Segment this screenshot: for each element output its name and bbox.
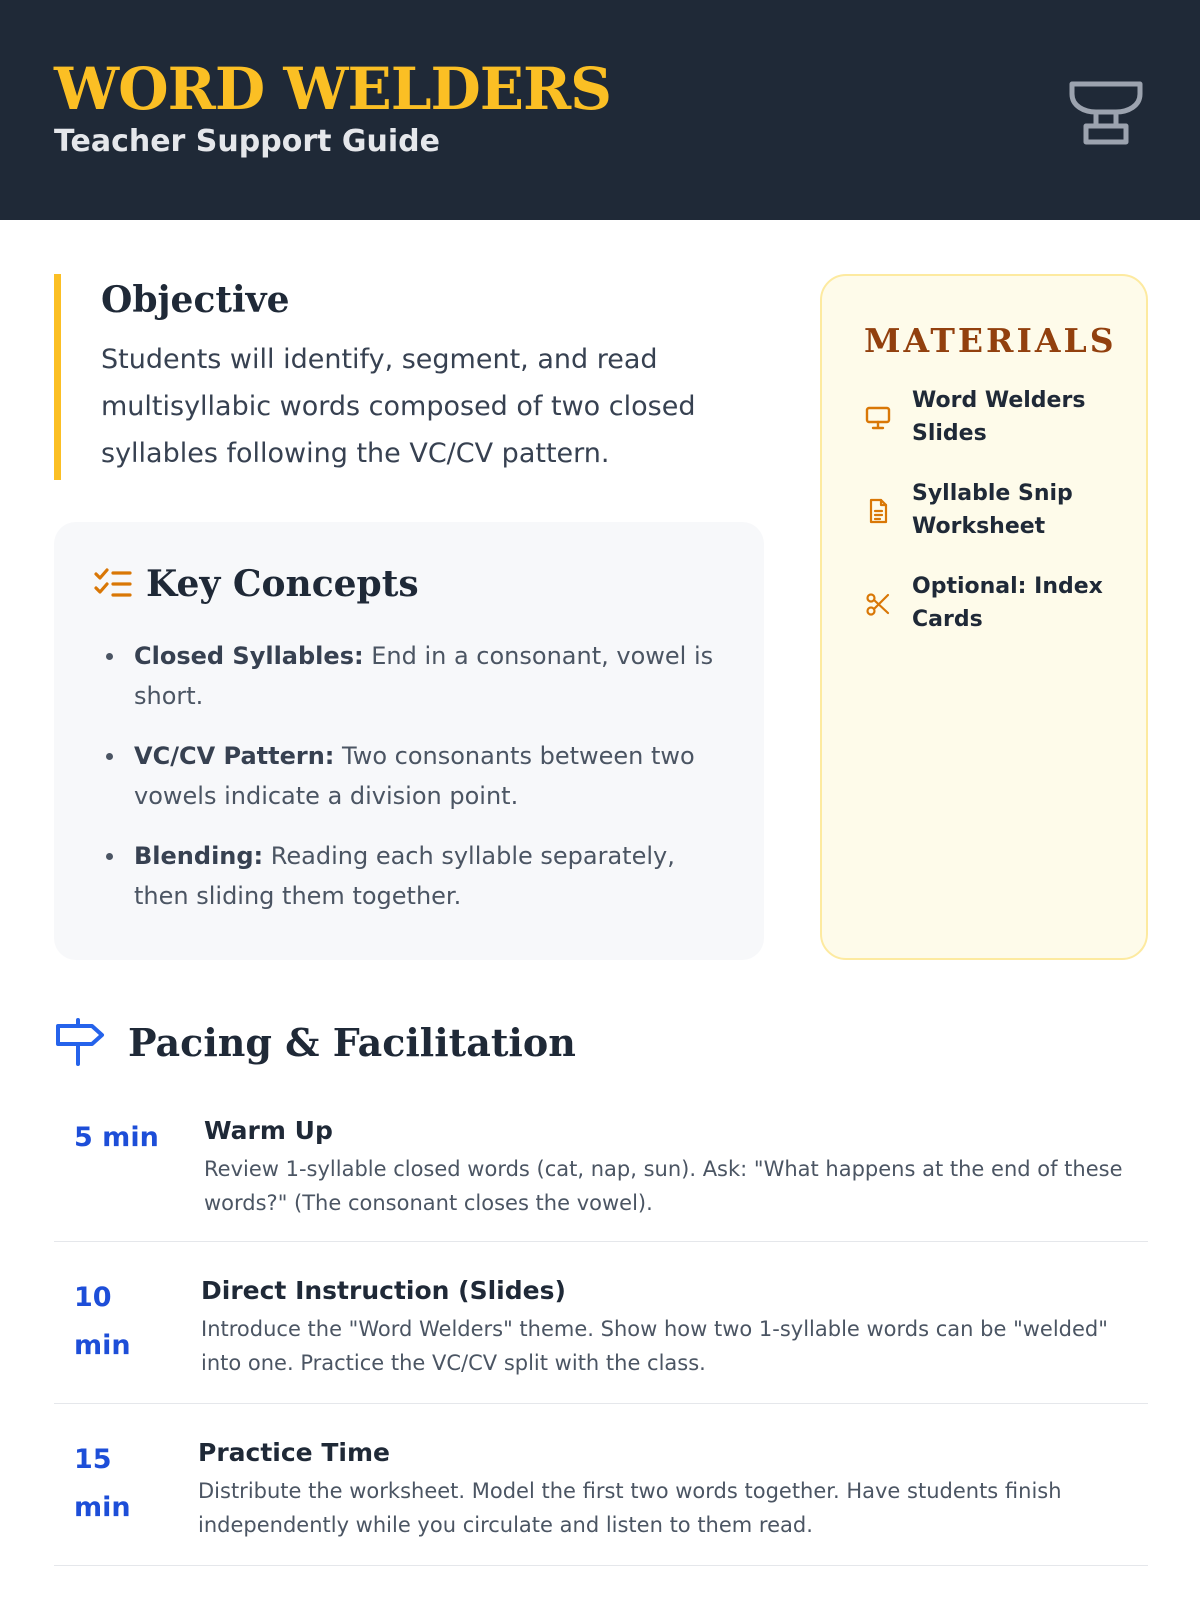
list-item: [94, 836, 724, 916]
header-banner: [0, 0, 1200, 220]
step-time: 15 min: [74, 1444, 131, 1523]
document-icon: [864, 497, 892, 525]
checklist-icon: [94, 567, 132, 601]
monitor-icon: [864, 404, 892, 432]
materials-heading: MATERIALS: [864, 321, 1117, 360]
materials-card: [820, 274, 1148, 960]
page-subtitle: Teacher Support Guide: [54, 124, 440, 159]
step-description: Distribute the worksheet. Model the first two words together. Have students finish independently while you circulate and listen to them read.: [198, 1479, 1062, 1537]
concept-text: End in a consonant, vowel is short.: [134, 642, 714, 710]
step-title: Direct Instruction (Slides): [201, 1276, 566, 1305]
step-time: 5 min: [74, 1122, 159, 1153]
concept-term: VC/CV Pattern:: [134, 742, 335, 770]
step-title: Warm Up: [204, 1116, 333, 1145]
step-description: Introduce the "Word Welders" theme. Show how two 1-syllable words can be "welded" into one. Practice the VC/CV split with the class.: [201, 1317, 1108, 1375]
concept-text: Reading each syllable separately, then sliding them together.: [134, 842, 675, 910]
list-item: [94, 736, 724, 816]
materials-item-label: Optional: Index Cards: [912, 574, 1103, 632]
concept-term: Closed Syllables:: [134, 642, 364, 670]
step-title: Practice Time: [198, 1438, 390, 1467]
concept-term: Blending:: [134, 842, 264, 870]
table-row: [54, 1272, 1148, 1404]
page-title: WORD WELDERS: [54, 55, 612, 123]
key-concepts-card: [54, 522, 764, 960]
objective-section: [54, 274, 734, 480]
concept-text: Two consonants between two vowels indicate a division point.: [134, 742, 695, 810]
key-concepts-list: [94, 636, 724, 916]
table-row: [54, 1434, 1148, 1566]
key-concepts-heading: Key Concepts: [146, 563, 419, 605]
signpost-icon: [54, 1018, 106, 1066]
objective-heading: Objective: [101, 279, 290, 321]
table-row: [54, 1112, 1148, 1242]
step-time: 10 min: [74, 1282, 131, 1361]
objective-text: Students will identify, segment, and read multisyllabic words composed of two closed syllables following the VC/CV pattern.: [101, 344, 696, 469]
step-description: Review 1-syllable closed words (cat, nap, sun). Ask: "What happens at the end of these words?" (The consonant closes the vowel).: [204, 1157, 1123, 1215]
list-item: [94, 636, 724, 716]
anvil-icon: [1068, 78, 1144, 148]
materials-item-label: Word Welders Slides: [912, 388, 1086, 446]
materials-item-label: Syllable Snip Worksheet: [912, 481, 1073, 539]
pacing-heading-row: [54, 1012, 576, 1072]
pacing-heading: Pacing & Facilitation: [128, 1019, 576, 1065]
scissors-icon: [864, 590, 892, 618]
